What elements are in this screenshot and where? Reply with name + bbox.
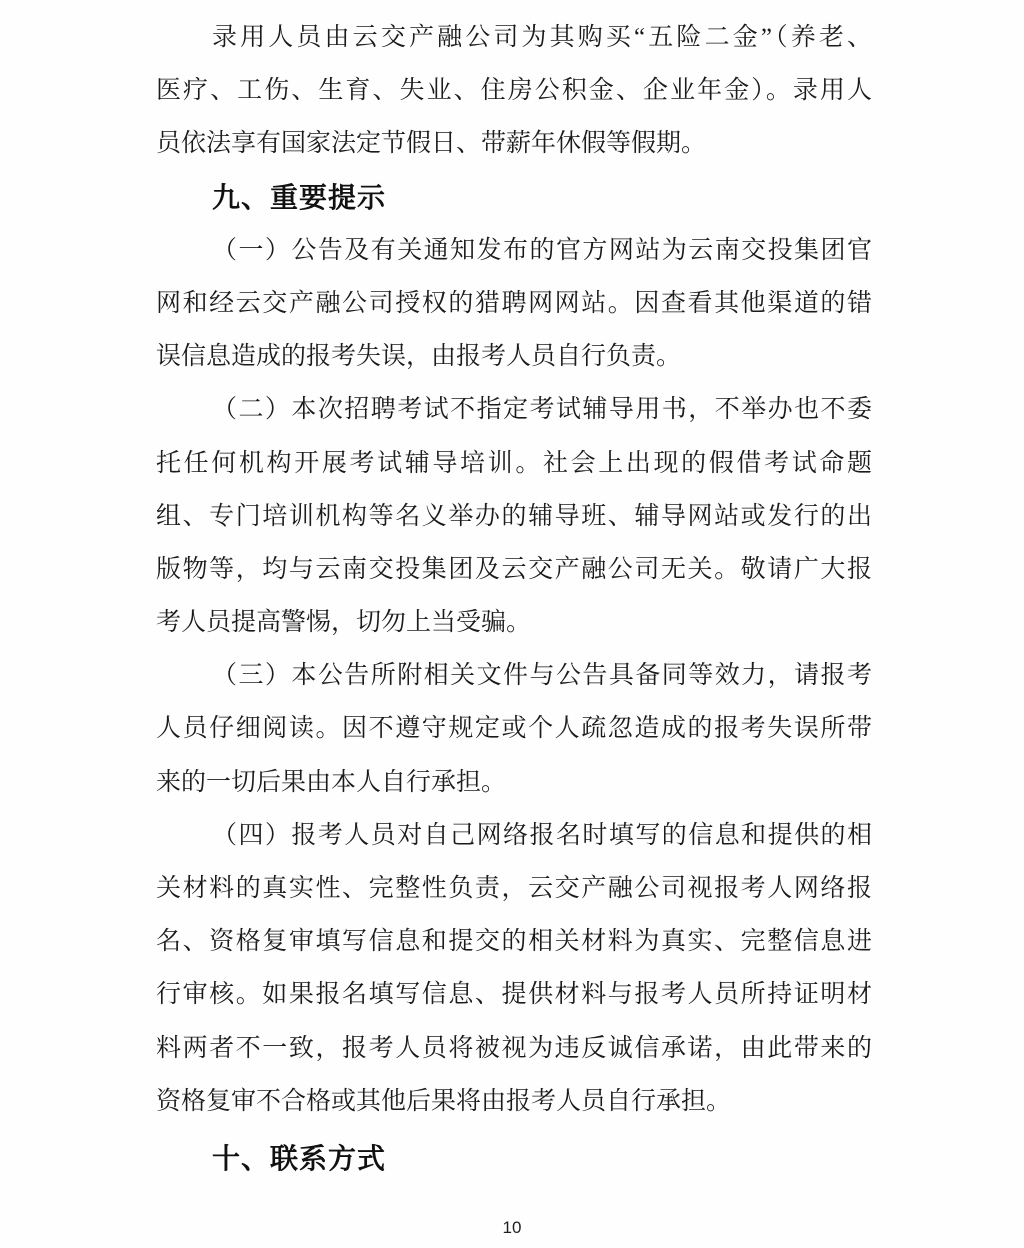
section-10-heading: 十、联系方式 [212,1142,387,1174]
section-9-item-3-line: （三）本公告所附相关文件与公告具备同等效力，请报考 [212,662,872,690]
section-9-item-3-line: 人员仔细阅读。因不遵守规定或个人疏忽造成的报考失误所带 [156,715,872,743]
section-9-item-4-line: 资格复审不合格或其他后果将由报考人员自行承担。 [156,1087,732,1115]
page-number: 10 [502,1218,522,1237]
section-9-item-2-line: 托任何机构开展考试辅导培训。社会上出现的假借考试命题 [156,449,872,477]
section-9-item-4-line: 关材料的真实性、完整性负责，云交产融公司视报考人网络报 [156,875,872,902]
section-9-heading: 九、重要提示 [212,181,387,213]
paragraph-intro-line: 录用人员由云交产融公司为其购买“五险二金”（养老、 [212,24,872,51]
section-9-item-4-line: 名、资格复审填写信息和提交的相关材料为真实、完整信息进 [156,928,872,956]
section-9-item-4-line: 行审核。如果报名填写信息、提供材料与报考人员所持证明材 [156,981,872,1009]
section-9-item-3-line: 来的一切后果由本人自行承担。 [156,768,507,796]
paragraph-intro-line: 员依法享有国家法定节假日、带薪年休假等假期。 [156,130,707,158]
document-content [156,11,872,1185]
section-9-item-4-line: 料两者不一致，报考人员将被视为违反诚信承诺，由此带来的 [156,1034,872,1062]
paragraph-intro-line: 医疗、工伤、生育、失业、住房公积金、企业年金）。录用人 [156,77,872,105]
section-9-item-4-line: （四）报考人员对自己网络报名时填写的信息和提供的相 [212,821,872,849]
section-9-item-2-line: 组、专门培训机构等名义举办的辅导班、辅导网站或发行的出 [156,502,872,530]
section-9-item-1-line: （一）公告及有关通知发布的官方网站为云南交投集团官 [212,236,872,264]
section-9-item-2-line: （二）本次招聘考试不指定考试辅导用书，不举办也不委 [212,396,872,424]
section-9-item-2-line: 考人员提高警惕，切勿上当受骗。 [156,609,532,637]
section-9-item-1-line: 网和经云交产融公司授权的猎聘网网站。因查看其他渠道的错 [156,289,872,317]
section-9-item-1-line: 误信息造成的报考失误，由报考人员自行负责。 [156,343,682,371]
section-9-item-2-line: 版物等，均与云南交投集团及云交产融公司无关。敬请广大报 [156,555,872,583]
